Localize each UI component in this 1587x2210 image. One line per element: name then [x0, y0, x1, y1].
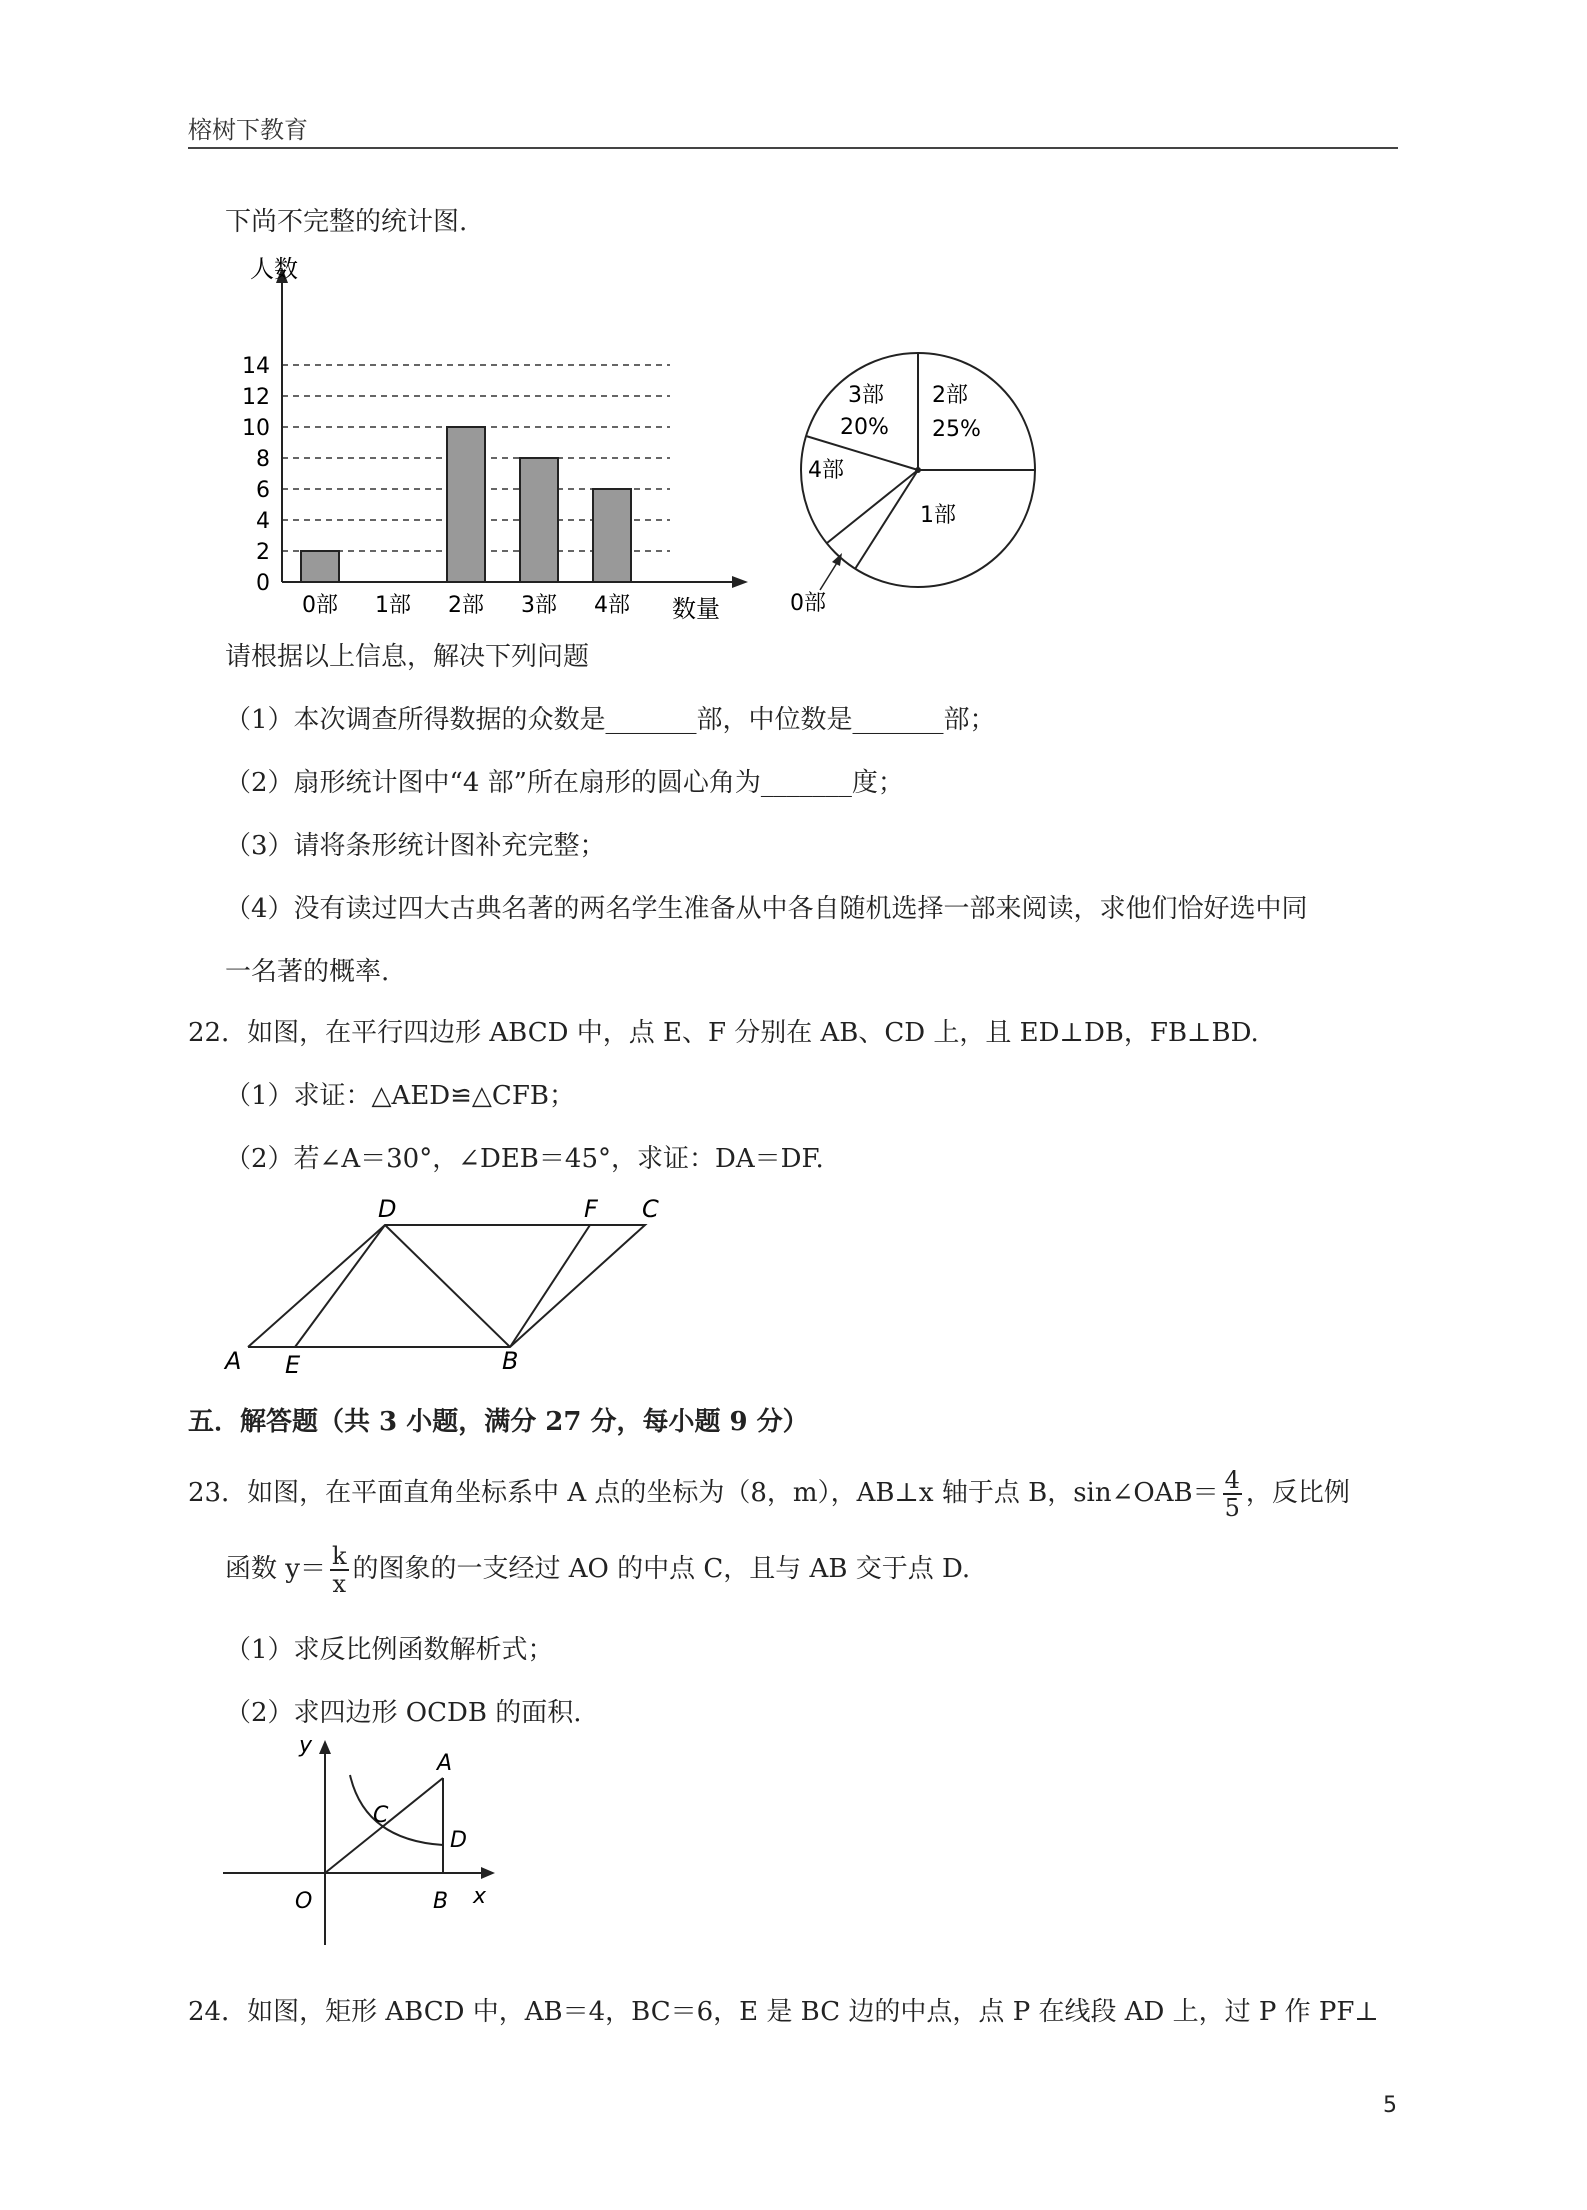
pie-label-3: 3部 — [848, 383, 884, 408]
point-a-label: A — [225, 1347, 242, 1375]
k-over-x-fraction — [330, 1543, 349, 1597]
sin-fraction — [1223, 1467, 1242, 1521]
bar-chart-y-ticks — [242, 354, 270, 596]
point-c-label: C — [373, 1803, 389, 1828]
x-axis-arrow — [732, 576, 748, 588]
q22-part2: （2）若∠A＝30°，∠DEB＝45°，求证：DA＝DF. — [225, 1144, 824, 1174]
x-axis-name: x — [473, 1884, 487, 1909]
pie-label-2: 2部 — [932, 383, 968, 408]
y-tick-label: 12 — [242, 385, 270, 410]
y-tick-label: 14 — [242, 354, 270, 379]
bar — [593, 489, 631, 582]
point-e-label: E — [285, 1351, 301, 1379]
y-tick-label: 6 — [256, 478, 270, 503]
parallelogram-figure — [220, 1195, 680, 1385]
pie-value-2: 25% — [932, 417, 981, 442]
k-over-x-denominator: x — [332, 1570, 347, 1598]
page-number: 5 — [1383, 2093, 1397, 2118]
x-tick-label: 2部 — [448, 593, 484, 618]
pie-value-3: 20% — [840, 415, 889, 440]
point-a-label: A — [437, 1751, 453, 1776]
pie-label-4: 4部 — [808, 458, 844, 483]
point-f-label: F — [584, 1195, 598, 1223]
coordinate-figure — [215, 1730, 505, 1960]
y-axis-name: y — [299, 1733, 313, 1758]
point-b-label: B — [502, 1347, 519, 1375]
q21-intro: 请根据以上信息，解决下列问题 — [225, 642, 590, 672]
q23-part1: （1）求反比例函数解析式； — [225, 1635, 554, 1665]
intro-text: 下尚不完整的统计图. — [225, 207, 468, 237]
section-5-title: 五．解答题（共 3 小题，满分 27 分，每小题 9 分） — [188, 1407, 809, 1437]
header-divider — [188, 147, 1398, 149]
q23-stem-text: 23．如图，在平面直角坐标系中 A 点的坐标为（8，m），AB⊥x 轴于点 B，sin∠OAB＝ — [188, 1478, 1219, 1508]
x-tick-label: 4部 — [594, 593, 630, 618]
x-tick-label: 1部 — [375, 593, 411, 618]
x-axis-label: 数量 — [672, 595, 720, 623]
sin-fraction-numerator: 4 — [1224, 1466, 1240, 1494]
bar — [520, 458, 558, 582]
q21-part1: （1）本次调查所得数据的众数是_______部，中位数是_______部； — [225, 705, 996, 735]
q23-stem-text-end: ，反比例 — [1245, 1478, 1350, 1508]
diagonal-db — [385, 1225, 510, 1347]
x-tick-label: 3部 — [521, 593, 557, 618]
header-title: 榕树下教育 — [188, 116, 308, 144]
point-c-label: C — [642, 1195, 659, 1223]
q21-part4-line1: （4）没有读过四大古典名著的两名学生准备从中各自随机选择一部来阅读，求他们恰好选中同 — [225, 894, 1308, 924]
point-b-label: B — [433, 1889, 449, 1914]
bar-chart-bars — [301, 427, 631, 582]
bar — [447, 427, 485, 582]
q23-stem-line2 — [225, 1543, 970, 1597]
pie-center — [915, 467, 921, 473]
point-d-label: D — [450, 1828, 467, 1853]
q21-part2: （2）扇形统计图中“4 部”所在扇形的圆心角为_______度； — [225, 768, 904, 798]
y-tick-label: 10 — [242, 416, 270, 441]
y-tick-label: 4 — [256, 509, 270, 534]
k-over-x-numerator: k — [331, 1542, 347, 1570]
y-axis-arrowhead — [319, 1740, 331, 1754]
y-tick-label: 2 — [256, 540, 270, 565]
q23-function-prefix: 函数 y＝ — [225, 1554, 326, 1584]
point-d-label: D — [378, 1195, 397, 1223]
segment-ed — [295, 1225, 385, 1347]
hyperbola-branch — [350, 1775, 443, 1845]
q23-function-rest: 的图象的一支经过 AO 的中点 C，且与 AB 交于点 D. — [352, 1554, 971, 1584]
pie-label-1: 1部 — [920, 503, 956, 528]
q22-part1: （1）求证：△AED≌△CFB； — [225, 1081, 575, 1111]
y-tick-label: 0 — [256, 571, 270, 596]
q21-part4-line2: 一名著的概率. — [225, 957, 390, 987]
x-axis-arrowhead — [481, 1867, 495, 1879]
bar-chart-x-ticks — [302, 593, 630, 618]
bar — [301, 551, 339, 582]
origin-label: O — [295, 1889, 313, 1914]
pie-chart — [790, 340, 1050, 620]
bar-chart — [230, 255, 750, 625]
pie-sector-line-bottom — [855, 470, 918, 569]
q22-stem: 22．如图，在平行四边形 ABCD 中，点 E、F 分别在 AB、CD 上，且 ED⊥DB，FB⊥BD. — [188, 1018, 1259, 1048]
q24-stem: 24．如图，矩形 ABCD 中，AB＝4，BC＝6，E 是 BC 边的中点，点 P 在线段 AD 上，过 P 作 PF⊥ — [188, 1997, 1379, 2027]
q23-part2: （2）求四边形 OCDB 的面积. — [225, 1698, 582, 1728]
q21-part3: （3）请将条形统计图补充完整； — [225, 831, 606, 861]
pie-label-0: 0部 — [790, 591, 826, 616]
q23-stem-line1 — [188, 1467, 1350, 1521]
y-axis-label: 人数 — [250, 255, 298, 283]
y-tick-label: 8 — [256, 447, 270, 472]
sin-fraction-denominator: 5 — [1224, 1494, 1240, 1522]
x-tick-label: 0部 — [302, 593, 338, 618]
